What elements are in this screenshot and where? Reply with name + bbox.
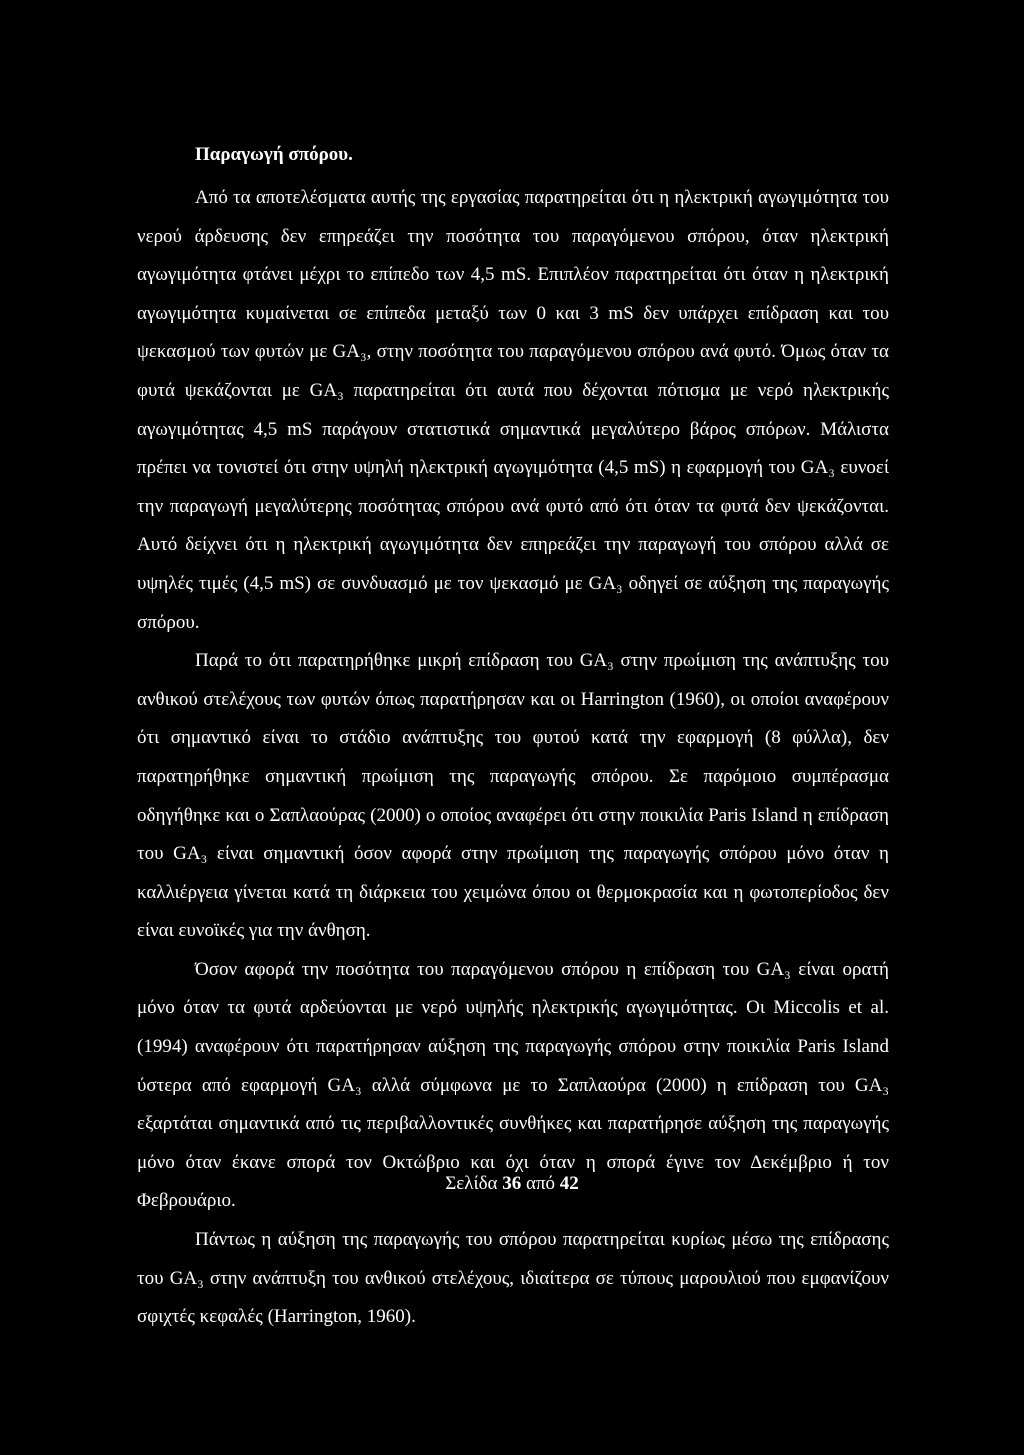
footer-current-page: 36 (502, 1173, 522, 1194)
paragraph-2: Παρά το ότι παρατηρήθηκε μικρή επίδραση του GA₃ στην πρωίμιση της ανάπτυξης του ανθικού στελέχους των φυτών όπως παρατήρησαν και οι Harrington (1960), οι οποίοι αναφέρουν ότι σημαντικό είναι το στάδιο ανάπτυξης του φυτού κατά την εφαρμογή (8 φύλλα), δεν παρατηρήθηκε σημαντική πρωίμιση της παραγωγής σπόρου. Σε παρόμοιο συμπέρασμα οδηγήθηκε και ο Σαπλαούρας (2000) ο οποίος αναφέρει ότι στην ποικιλία Paris Island η επίδραση του GA₃ είναι σημαντική όσον αφορά στην πρωίμιση της παραγωγής σπόρου μόνο όταν η καλλιέργεια γίνεται κατά τη διάρκεια του χειμώνα όπου οι θερμοκρασία και η φωτοπερίοδος δεν είναι ευνοϊκές για την άνθηση. (137, 650, 889, 942)
paragraph-4: Πάντως η αύξηση της παραγωγής του σπόρου παρατηρείται κυρίως μέσω της επίδρασης του GA₃ στην ανάπτυξη του ανθικού στελέχους, ιδιαίτερα σε τύπους μαρουλιού που εμφανίζουν σφιχτές κεφαλές (Harrington, 1960). (137, 1229, 889, 1328)
footer-middle: από (521, 1173, 560, 1194)
document-page (137, 143, 889, 1337)
footer-prefix: Σελίδα (445, 1173, 503, 1194)
section-heading: Παραγωγή σπόρου. (195, 144, 353, 165)
page-footer (0, 1172, 1024, 1196)
paragraph-3: Όσον αφορά την ποσότητα του παραγόμενου σπόρου η επίδραση του GA₃ είναι ορατή μόνο όταν τα φυτά αρδεύονται με νερό υψηλής ηλεκτρικής αγωγιμότητας. Οι Miccolis et al. (1994) αναφέρουν ότι παρατήρησαν αύξηση της παραγωγής σπόρου στην ποικιλία Paris Island ύστερα από εφαρμογή GA₃ αλλά σύμφωνα με το Σαπλαούρα (2000) η επίδραση του GA₃ εξαρτάται σημαντικά από τις περιβαλλοντικές συνθήκες και παρατήρησε αύξηση της παραγωγής μόνο όταν έκανε σπορά τον Οκτώβριο και όχι όταν η σπορά έγινε τον Δεκέμβριο ή τον Φεβρουάριο. (137, 958, 889, 1212)
paragraph-1: Από τα αποτελέσματα αυτής της εργασίας παρατηρείται ότι η ηλεκτρική αγωγιμότητα του νερού άρδευσης δεν επηρεάζει την ποσότητα του παραγόμενου σπόρου, όταν ηλεκτρική αγωγιμότητα φτάνει μέχρι το επίπεδο των 4,5 mS. Επιπλέον παρατηρείται ότι όταν η ηλεκτρική αγωγιμότητα κυμαίνεται σε επίπεδα μεταξύ των 0 και 3 mS δεν υπάρχει επίδραση και του ψεκασμού των φυτών με GA₃, στην ποσότητα του παραγόμενου σπόρου ανά φυτό. Όμως όταν τα φυτά ψεκάζονται με GA₃ παρατηρείται ότι αυτά που δέχονται πότισμα με νερό ηλεκτρικής αγωγιμότητας 4,5 mS παράγουν στατιστικά σημαντικά μεγαλύτερο βάρος σπόρων. Μάλιστα πρέπει να τονιστεί ότι στην υψηλή ηλεκτρική αγωγιμότητα (4,5 mS) η εφαρμογή του GA₃ ευνοεί την παραγωγή μεγαλύτερης ποσότητας σπόρου ανά φυτό από ότι όταν τα φυτά δεν ψεκάζονται. Αυτό δείχνει ότι η ηλεκτρική αγωγιμότητα δεν επηρεάζει την παραγωγή του σπόρου αλλά σε υψηλές τιμές (4,5 mS) σε συνδυασμό με τον ψεκασμό με GA₃ οδηγεί σε αύξηση της παραγωγής σπόρου. (137, 187, 889, 633)
footer-total-pages: 42 (559, 1173, 579, 1194)
